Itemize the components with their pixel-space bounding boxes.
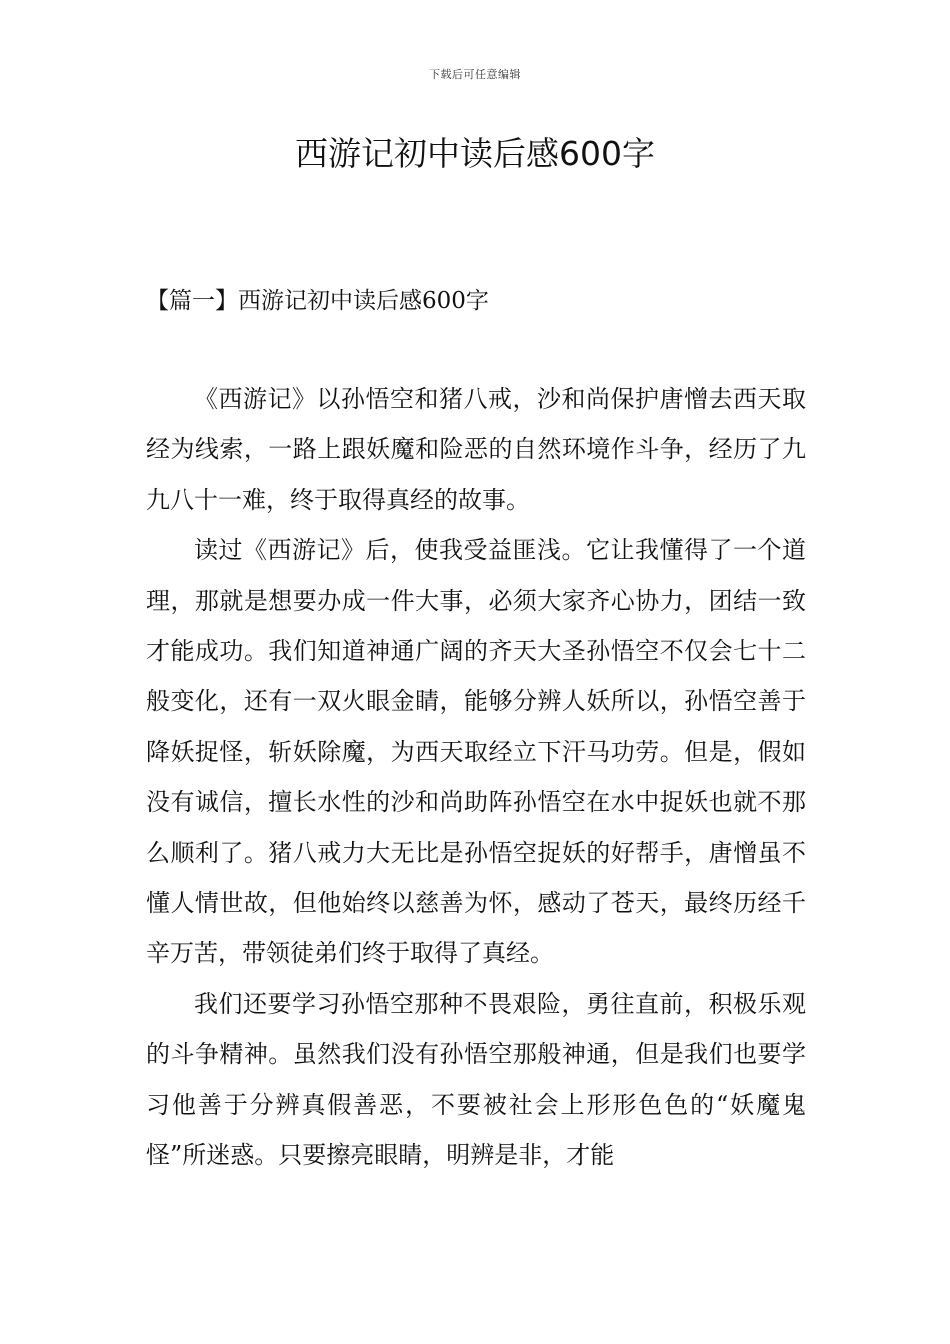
document-title: 西游记初中读后感600字 bbox=[295, 134, 655, 173]
paragraph-1: 《西游记》以孙悟空和猪八戒，沙和尚保护唐憎去西天取经为线索，一路上跟妖魔和险恶的自然环境作斗争，经历了九九八十一难，终于取得真经的故事。 bbox=[146, 385, 806, 514]
paragraph-3: 我们还要学习孙悟空那种不畏艰险，勇往直前，积极乐观的斗争精神。虽然我们没有孙悟空那般神通，但是我们也要学习他善于分辨真假善恶，不要被社会上形形色色的“妖魔鬼怪”所迷惑。只要擦亮眼睛，明辨是非，才能 bbox=[146, 989, 806, 1170]
section-heading: 【篇一】西游记初中读后感600字 bbox=[146, 288, 489, 314]
document-body bbox=[146, 374, 806, 1181]
paragraph-2: 读过《西游记》后，使我受益匪浅。它让我懂得了一个道理，那就是想要办成一件大事，必须大家齐心协力，团结一致才能成功。我们知道神通广阔的齐天大圣孙悟空不仅会七十二般变化，还有一双火眼金睛，能够分辨人妖所以，孙悟空善于降妖捉怪，斩妖除魔，为西天取经立下汗马功劳。但是，假如没有诚信，擅长水性的沙和尚助阵孙悟空在水中捉妖也就不那么顺利了。猪八戒力大无比是孙悟空捉妖的好帮手，唐憎虽不懂人情世故，但他始终以慈善为怀，感动了苍天，最终历经千辛万苦，带领徒弟们终于取得了真经。 bbox=[146, 536, 806, 968]
header-note: 下载后可任意编辑 bbox=[429, 68, 521, 81]
